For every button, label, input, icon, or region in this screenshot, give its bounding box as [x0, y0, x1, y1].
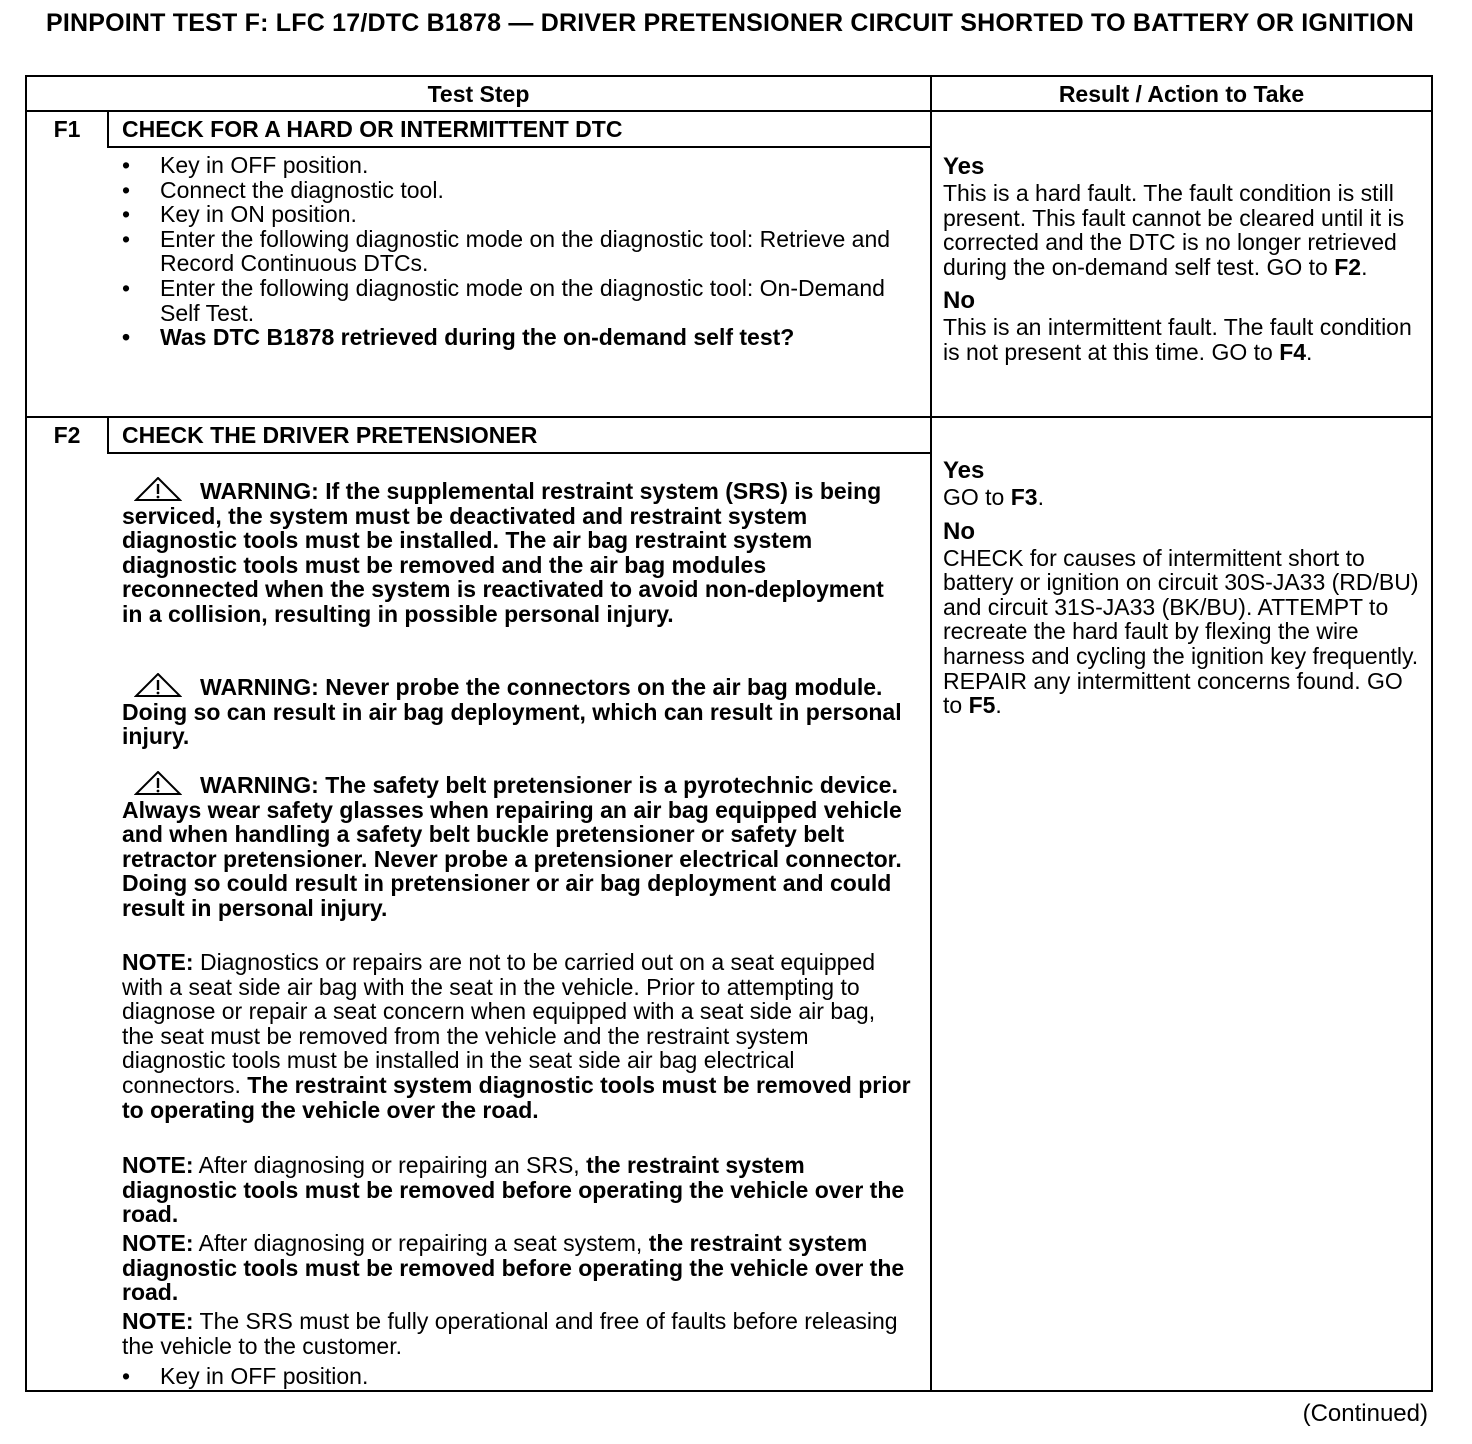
warning-srs-service: WARNING: If the supplemental restraint system (SRS) is being serviced, the system must be deactivated and restraint system diagnostic tools must be installed. The air bag restraint system diagnostic tools must be removed and the air bag modules reconnected when the system is reactivated to avoid non-deployment in a collision, resulting in possible personal injury. [122, 478, 884, 627]
yes-label: Yes [943, 457, 985, 484]
list-item: • Key in OFF position. [122, 153, 892, 178]
note-after-srs: NOTE: After diagnosing or repairing an SRS, the restraint system diagnostic tools must be removed before operating the vehicle over the road. [122, 1152, 905, 1228]
page-title: PINPOINT TEST F: LFC 17/DTC B1878 — DRIVER PRETENSIONER CIRCUIT SHORTED TO BATTERY OR IGNITION [45, 9, 1414, 37]
list-item: • Key in OFF position. [122, 1364, 892, 1389]
list-item: • Key in ON position. [122, 202, 892, 227]
no-action: CHECK for causes of intermittent short to battery or ignition on circuit 30S-JA33 (RD/BU) and circuit 31S-JA33 (BK/BU). ATTEMPT to recreate the hard fault by flexing the wire harness and cycling the ignition key frequently. REPAIR any intermittent concerns found. GO to F5. [943, 544, 1419, 719]
note-srs-operational: NOTE: The SRS must be fully operational and free of faults before releasing the vehicle to the customer. [122, 1308, 898, 1359]
yes-action: GO to F3. [943, 484, 1044, 510]
step-f2-instructions [122, 1364, 892, 1389]
f1-id-divider [107, 112, 109, 146]
step-id-f2: F2 [53, 422, 81, 448]
note-after-seat: NOTE: After diagnosing or repairing a seat system, the restraint system diagnostic tools must be removed before operating the vehicle over the road. [122, 1230, 905, 1306]
list-item: • Enter the following diagnostic mode on the diagnostic tool: On-Demand Self Test. [122, 276, 892, 325]
yes-action: This is a hard fault. The fault condition is still present. This fault cannot be cleared until it is corrected and the DTC is no longer retrieved during the on-demand self test. GO to F2. [943, 180, 1405, 280]
column-divider [930, 77, 932, 1390]
f1-f2-divider [27, 416, 1431, 418]
step-f1-instructions [122, 153, 892, 350]
result-f1 [943, 153, 1423, 365]
result-f2 [943, 457, 1423, 718]
pinpoint-test-table [25, 75, 1433, 1392]
f2-title-divider [107, 452, 930, 454]
f1-title-divider [107, 146, 930, 148]
warning-triangle-icon [134, 771, 182, 795]
no-action: This is an intermittent fault. The fault condition is not present at this time. GO to F4. [943, 314, 1412, 365]
header-divider [27, 110, 1431, 112]
warning-triangle-icon [134, 477, 182, 501]
list-item: • Enter the following diagnostic mode on the diagnostic tool: Retrieve and Record Continuous DTCs. [122, 227, 892, 276]
note-seat-side-airbag: NOTE: Diagnostics or repairs are not to be carried out on a seat equipped with a seat side air bag with the seat in the vehicle. Prior to attempting to diagnose or repair a seat concern when equipped with a seat side air bag, the seat must be removed from the vehicle and the restraint system diagnostic tools must be installed in the seat side air bag electrical connectors. The restraint system diagnostic tools must be removed prior to operating the vehicle over the road. [122, 949, 911, 1123]
yes-label: Yes [943, 153, 985, 180]
f2-id-divider [107, 418, 109, 452]
no-label: No [943, 287, 975, 315]
step-title-f1: CHECK FOR A HARD OR INTERMITTENT DTC [122, 116, 623, 142]
no-label: No [943, 517, 975, 545]
header-result-action: Result / Action to Take [1058, 81, 1305, 107]
step-id-f1: F1 [53, 116, 81, 142]
header-test-step: Test Step [427, 81, 530, 107]
step-title-f2: CHECK THE DRIVER PRETENSIONER [122, 422, 538, 448]
list-item-question: • Was DTC B1878 retrieved during the on-demand self test? [122, 325, 892, 350]
list-item: • Connect the diagnostic tool. [122, 178, 892, 203]
warning-pyrotechnic: WARNING: The safety belt pretensioner is a pyrotechnic device. Always wear safety glasses when repairing an air bag equipped vehicle and when handling a safety belt buckle pretensioner or safety belt retractor pretensioner. Never probe a pretensioner electrical connector. Doing so could result in pretensioner or air bag deployment and could result in personal injury. [122, 772, 902, 921]
continued-label: (Continued) [1302, 1400, 1428, 1427]
warning-probe-connectors: WARNING: Never probe the connectors on the air bag module. Doing so can result in air bag deployment, which can result in personal injury. [122, 674, 902, 750]
warning-triangle-icon [134, 673, 182, 697]
